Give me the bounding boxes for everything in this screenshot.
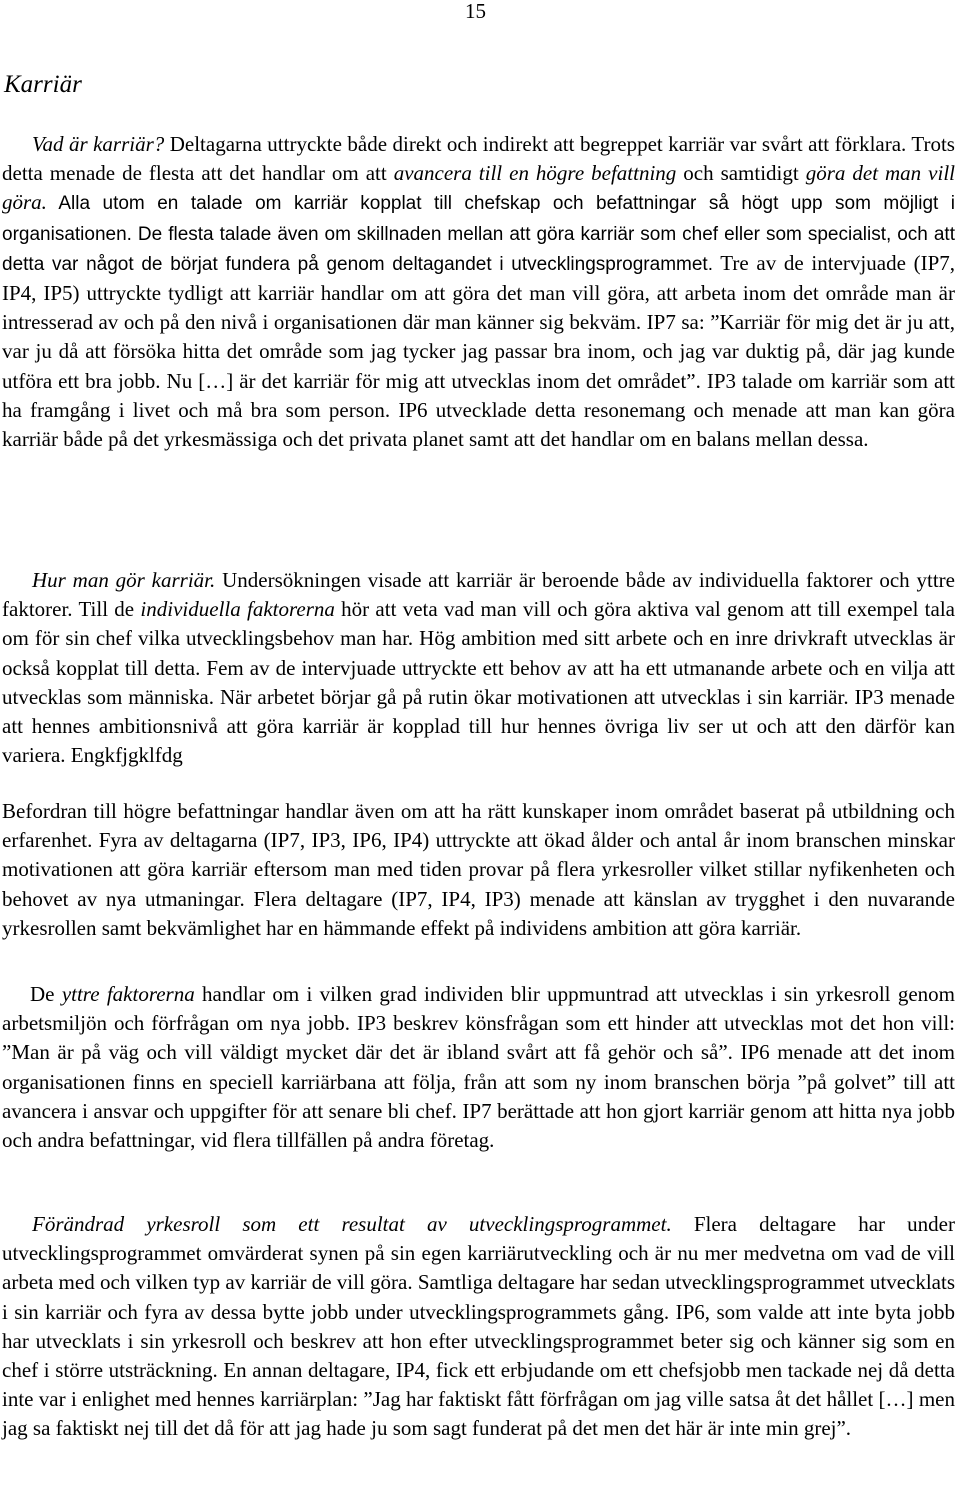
run-heading-forandrad-yrkesroll: Förändrad yrkesroll som ett resultat av utvecklingsprogrammet. [32,1212,672,1236]
paragraph-hur-man-gor-karriar [2,566,955,770]
paragraph-vad-ar-karriar [2,130,955,454]
emphasis-text: yttre faktorerna [61,982,195,1006]
paragraph-text: Deltagarna uttryckte både direkt och indirekt att begreppet karriär var svårt att förklara. Trots detta menade de flesta att det handlar om att [2,132,955,186]
page-number: 15 [465,0,486,23]
paragraph-text: De [30,982,62,1006]
paragraph-yttre-faktorer [2,980,955,1155]
run-heading-hur-man-gor-karriar: Hur man gör karriär. [32,568,216,592]
paragraph-text: handlar om i vilken grad individen blir uppmuntrad att utvecklas i sin yrkesroll genom arbetsmiljön och förfrågan om nya jobb. IP3 beskrev könsfrågan som ett hinder att utvecklas mot det hon vill: ”Man är på väg och vill väldigt mycket där det är ibland svårt att få gehör och så”. IP6 menade att det inom organisationen finns en speciell karriärbana att följa, från att som ny inom branschen börja ”på golvet” till att avancera i ansvar och uppgifter för att senare bli chef. IP7 berättade att hon gjort karriär genom att hitta nya jobb och andra befattningar, vid flera tillfällen på andra företag. [2,982,955,1153]
emphasis-text: avancera till en högre befattning [393,161,677,186]
emphasis-text: göra det man vill göra. [2,161,955,215]
section-heading: Karriär [4,71,82,98]
paragraph-text: Undersökningen visade att karriär är beroende både av individuella faktorer och yttre faktorer. Till de [2,568,955,622]
emphasis-text: individuella faktorerna [140,597,335,622]
paragraph-forandrad-yrkesroll [2,1210,955,1444]
paragraph-befordran: Befordran till högre befattningar handlar även om att ha rätt kunskaper inom området baserat på utbildning och erfarenhet. Fyra av deltagarna (IP7, IP3, IP6, IP4) uttryckte att ökad ålder och antal år inom branschen minskar motivationen att göra karriär eftersom man med tiden provar på flera yrkesroller vilket stillar nyfikenheten och behovet av nya utmaningar. Flera deltagare (IP7, IP4, IP3) menade att känslan av trygghet i den nuvarande yrkesrollen samt bekvämlighet har en hämmande effekt på individens ambition att göra karriär. [2,799,955,940]
paragraph-text: hör att veta vad man vill och göra aktiva val genom att till exempel tala om för sin chef vilka utvecklingsbehov man har. Hög ambition med sitt arbete och en inre drivkraft utvecklas är också kopplat till detta. Fem av de intervjuade uttryckte ett behov av att ha ett utmanande arbete och en vilja att utvecklas som människa. När arbetet börjar gå på rutin ökar motivationen att utvecklas i sin karriär. IP3 menade att hennes ambitionsnivå att göra karriär är kopplad till hur hennes övriga liv ser ut och att den därför kan variera. Engkfjgklfdg [2,597,955,768]
paragraph-text: Flera deltagare har under utvecklingsprogrammet omvärderat synen på sin egen karriärutveckling och är nu mer medvetna om vad de vill arbeta med och vilken typ av karriär de vill göra. Samtliga deltagare har sedan utvecklingsprogrammet utvecklats i sin karriär och fyra av dessa bytte jobb under utvecklingsprogrammets gång. IP6, som valde att inte byta jobb har utvecklats i sin yrkesroll och beskrev att hon efter utvecklingsprogrammet beter sig och känner sig som en chef i större utsträckning. En annan deltagare, IP4, fick ett erbjudande om ett chefsjobb men tackade nej då detta inte var i enlighet med hennes karriärplan: ”Jag har faktiskt fått förfrågan om jag ville satsa åt det hållet […] men jag sa faktiskt nej till det då för att jag hade ju som sagt funderat på det men det här är inte min grej”. [2,1212,955,1441]
run-heading-vad-ar-karriar: Vad är karriär? [32,132,165,156]
paragraph-text: och samtidigt [676,161,806,186]
paragraph-text-sans: Alla utom en talade om karriär kopplat till chefskap och befattningar så högt upp som möjligt i organisationen. De flesta talade även om skillnaden mellan att göra karriär som chef eller som specialist, och att detta var något de börjat fundera på genom deltagandet i utvecklingsprogrammet. [2,193,955,275]
paragraph-text: Tre av de intervjuade (IP7, IP4, IP5) uttryckte tydligt att karriär handlar om att göra det man vill göra, att arbeta inom det område man är intresserad av och på den nivå i organisationen där man känner sig bekväm. IP7 sa: ”Karriär för mig det är ju att, var ju då att försöka hitta det område som jag tycker jag passar bra inom, och jag var duktig på, där jag kunde utföra ett bra jobb. Nu […] är det karriär för mig att utvecklas inom det området”. IP3 talade om karriär som att ha framgång i livet och må bra som person. IP6 utvecklade detta resonemang och menade att man kan göra karriär både på det yrkesmässiga och det privata planet samt att det handlar om en balans mellan dessa. [2,250,955,452]
